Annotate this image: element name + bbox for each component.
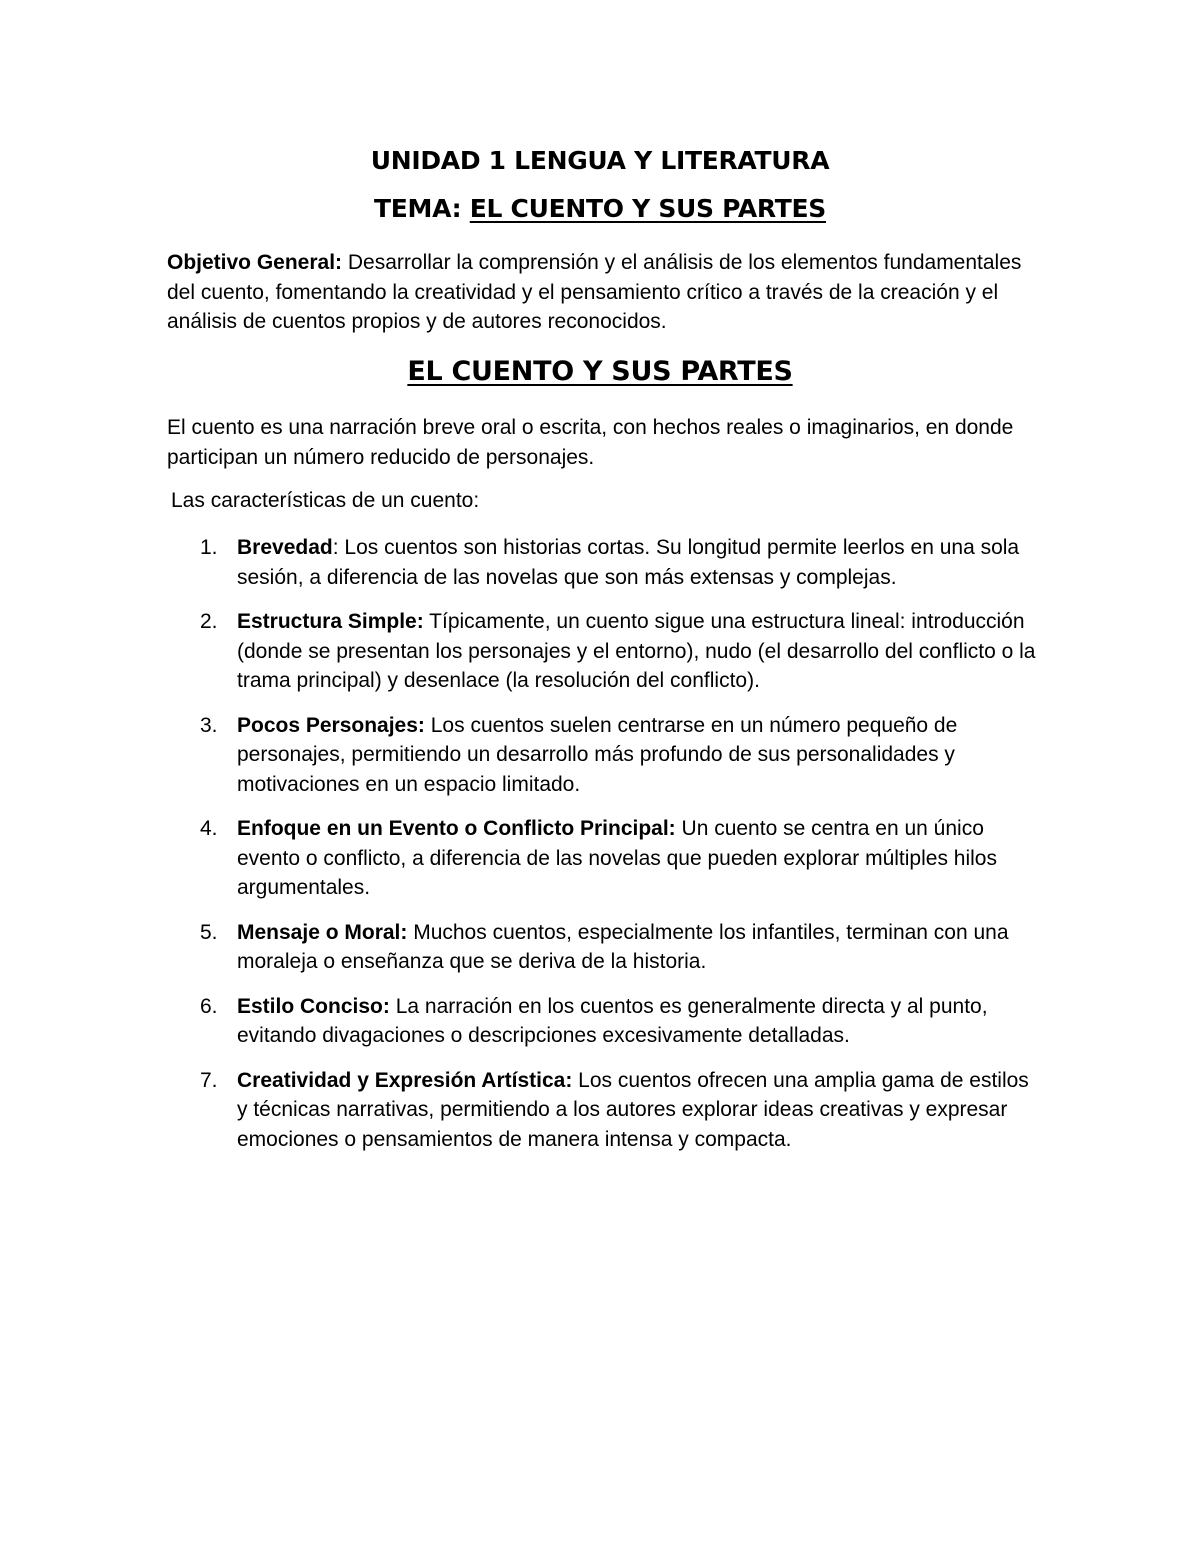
- list-item-number: 7.: [200, 1068, 218, 1092]
- list-item-text: Los cuentos ofrecen una amplia gama de estilos y técnicas narrativas, permitiendo a los autores explorar ideas creativas y expresar emociones o pensamientos de manera intensa y compacta.: [237, 1068, 1029, 1151]
- list-item-number: 2.: [200, 610, 218, 633]
- list-item-text: Típicamente, un cuento sigue una estructura lineal: introducción (donde se presentan los personajes y el entorno), nudo (el desarrollo del conflicto o la trama principal) y desenlace (la resolución del conflicto).: [237, 610, 1036, 692]
- list-item-number: 1.: [200, 536, 218, 559]
- list-item: [0, 1066, 1037, 1155]
- list-item-term: Creatividad y Expresión Artística:: [237, 1068, 573, 1092]
- characteristics-label: Las características de un cuento:: [171, 489, 480, 512]
- list-item-term: Estilo Conciso:: [237, 994, 390, 1018]
- objective-text: Desarrollar la comprensión y el análisis de los elementos fundamentales del cuento, fomentando la creatividad y el pensamiento crítico a través de la creación y el análisis de cuentos propios y de autores reconocidos.: [167, 251, 1022, 333]
- list-item: [0, 814, 1037, 903]
- list-item-term: Enfoque en un Evento o Conflicto Principal:: [237, 817, 676, 840]
- list-item: [0, 711, 1037, 800]
- list-item-number: 5.: [200, 920, 218, 944]
- unit-title: UNIDAD 1 LENGUA Y LITERATURA: [370, 146, 830, 175]
- list-item-term: Pocos Personajes:: [237, 713, 425, 737]
- list-item: [0, 533, 1037, 592]
- list-item-text: Un cuento se centra en un único evento o conflicto, a diferencia de las novelas que pueden explorar múltiples hilos argumentales.: [237, 817, 997, 899]
- list-item-number: 6.: [200, 994, 218, 1018]
- list-item-text: Los cuentos suelen centrarse en un número pequeño de personajes, permitiendo un desarrollo más profundo de sus personalidades y motivaciones en un espacio limitado.: [237, 713, 958, 796]
- theme-text: EL CUENTO Y SUS PARTES: [469, 194, 826, 223]
- list-item-number: 3.: [200, 713, 218, 737]
- list-item-text: Muchos cuentos, especialmente los infantiles, terminan con una moraleja o enseñanza que se deriva de la historia.: [237, 920, 1009, 973]
- section-title: EL CUENTO Y SUS PARTES: [407, 356, 793, 387]
- list-item-term: Mensaje o Moral:: [237, 920, 408, 944]
- list-item-text: La narración en los cuentos es generalmente directa y al punto, evitando divagaciones o descripciones excesivamente detalladas.: [237, 994, 988, 1047]
- list-item-number: 4.: [200, 817, 218, 840]
- characteristics-list: [0, 533, 1200, 1169]
- intro-paragraph: El cuento es una narración breve oral o escrita, con hechos reales o imaginarios, en donde participan un número reducido de personajes.: [167, 416, 1014, 469]
- theme-title: [0, 194, 1200, 223]
- list-item-term: Brevedad: [237, 536, 333, 559]
- list-item: [0, 918, 1037, 977]
- theme-prefix: TEMA:: [374, 194, 462, 223]
- list-item: [0, 607, 1037, 696]
- objective-label: Objetivo General:: [167, 251, 343, 274]
- list-item-text: : Los cuentos son historias cortas. Su longitud permite leerlos en una sola sesión, a diferencia de las novelas que son más extensas y complejas.: [237, 536, 1020, 589]
- list-item: [0, 992, 1037, 1051]
- list-item-term: Estructura Simple:: [237, 610, 424, 633]
- objective-paragraph: [167, 248, 1047, 337]
